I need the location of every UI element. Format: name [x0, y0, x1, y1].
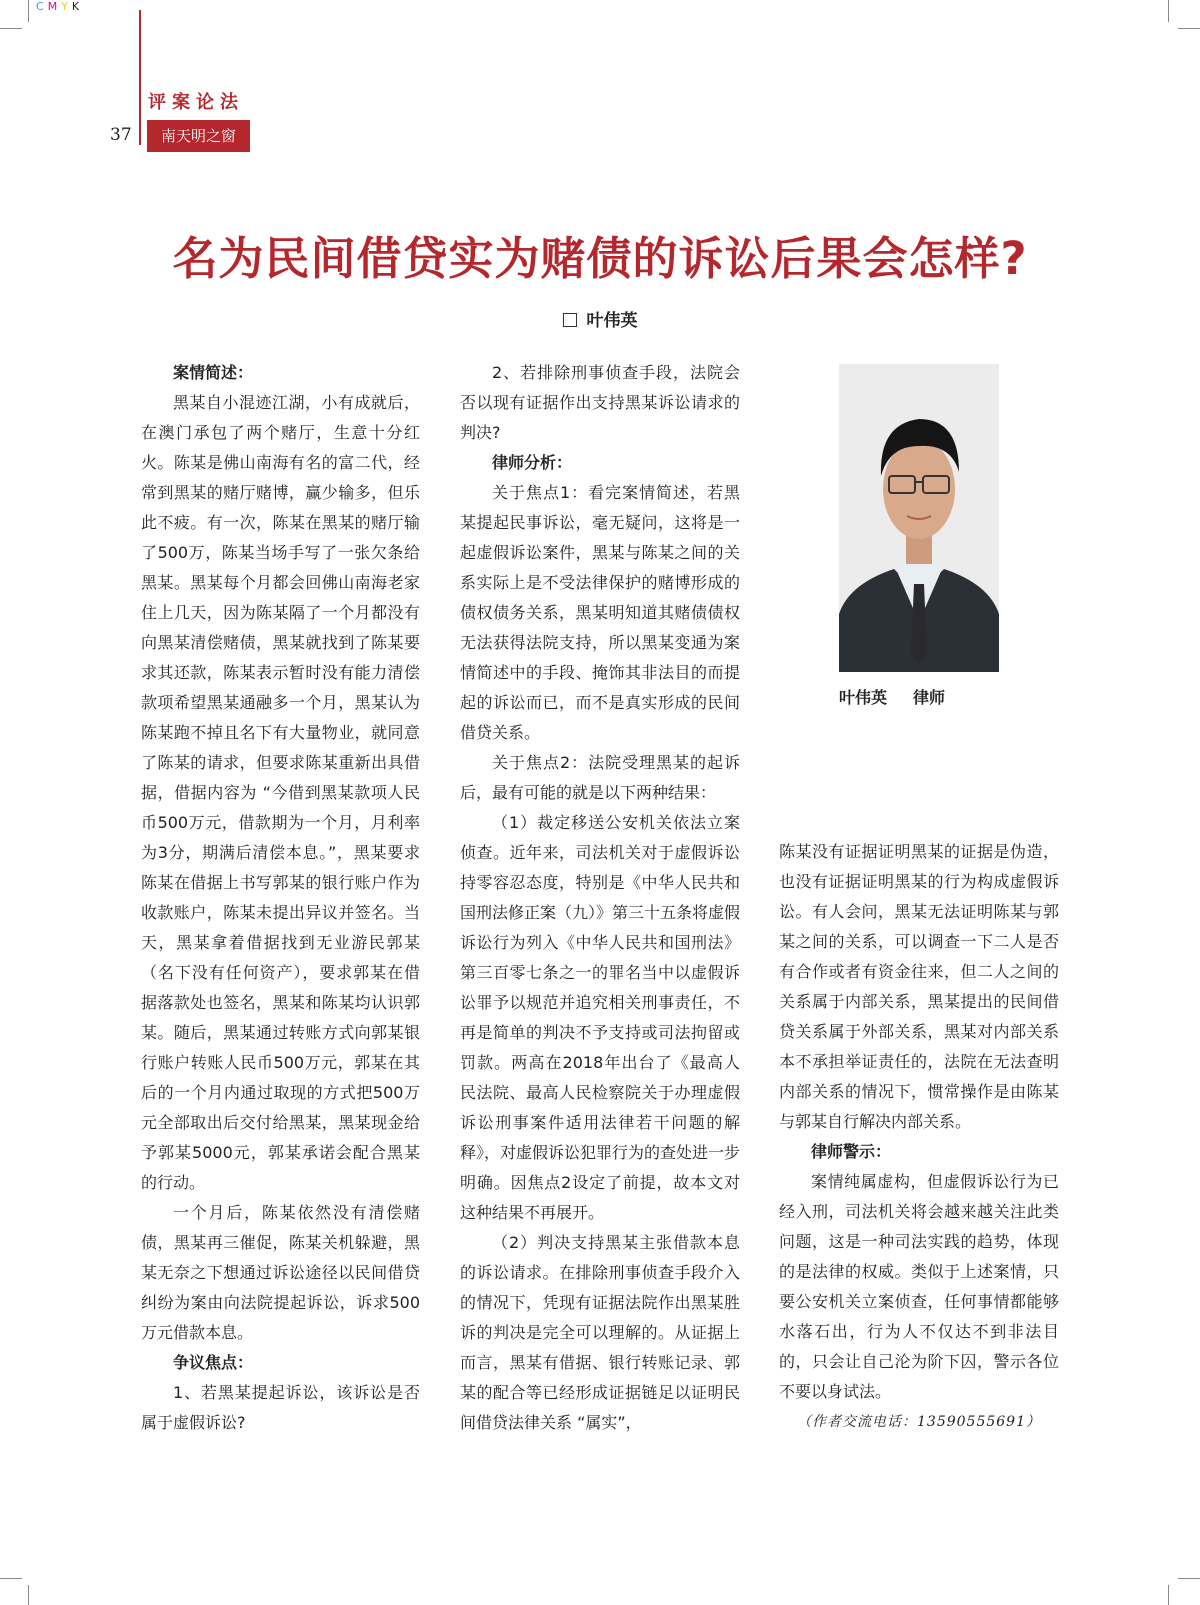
cmyk-y: Y [61, 0, 72, 13]
crop-mark [0, 1578, 22, 1579]
paragraph: 关于焦点1：看完案情简述，若黑某提起民事诉讼，毫无疑问，这将是一起虚假诉讼案件，黑某与陈某之间的关系实际上是不受法律保护的赌博形成的债权债务关系，黑某明知道其赌债债权无法获得法院支持，所以黑某变通为案情简述中的手段、掩饰其非法目的而提起的诉讼而已，而不是真实形成的民间借贷关系。 [460, 483, 740, 742]
paragraph: 关于焦点2：法院受理黑某的起诉后，最有可能的就是以下两种结果： [460, 753, 740, 802]
paragraph-continued: 陈某没有证据证明黑某的证据是伪造，也没有证据证明黑某的行为构成虚假诉讼。有人会问，黑某无法证明陈某与郭某之间的关系，可以调查一下二人是否有合作或者有资金往来，但二人之间的关系属于内部关系，黑某提出的民间借贷关系属于外部关系，黑某对内部关系本不承担举证责任的，法院在无法查明内部关系的情况下，惯常操作是由陈某与郭某自行解决内部关系。 [779, 842, 1059, 1131]
page-number: 37 [110, 125, 132, 145]
section-heading: 争议焦点： [173, 1353, 254, 1372]
crop-mark [28, 1585, 29, 1605]
section-heading: 律师警示： [811, 1142, 892, 1161]
cmyk-color-bar [36, 0, 83, 13]
text-column-3 [779, 837, 1059, 1437]
author-contact-note: （作者交流电话：13590555691） [797, 1414, 1041, 1430]
crop-mark [1168, 1585, 1169, 1605]
section-label: 评案论法 [148, 92, 244, 113]
column-name-badge: 南天明之窗 [147, 120, 250, 152]
caption-name: 叶伟英 [839, 688, 888, 707]
article-title: 名为民间借贷实为赌债的诉讼后果会怎样? [172, 232, 1028, 285]
paragraph: 黑某自小混迹江湖，小有成就后，在澳门承包了两个赌厅，生意十分红火。陈某是佛山南海有名的富二代，经常到黑某的赌厅赌博，赢少输多，但乐此不疲。有一次，陈某在黑某的赌厅输了500万，陈某当场手写了一张欠条给黑某。黑某每个月都会回佛山南海老家住上几天，因为陈某隔了一个月都没有向黑某清偿赌债，黑某就找到了陈某要求其还款，陈某表示暂时没有能力清偿款项希望黑某通融多一个月，黑某认为陈某跑不掉且名下有大量物业，就同意了陈某的请求，但要求陈某重新出具借据，借据内容为 “今借到黑某款项人民币500万元，借款期为一个月，月利率为3分，期满后清偿本息。”，黑某要求陈某在借据上书写郭某的银行账户作为收款账户，陈某未提出异议并签名。当天，黑某拿着借据找到无业游民郭某（名下没有任何资产），要求郭某在借据落款处也签名，黑某和陈某均认识郭某。随后，黑某通过转账方式向郭某银行账户转账人民币500万元，郭某在其后的一个月内通过取现的方式把500万元全部取出后交付给黑某，黑某现金给予郭某5000元，郭某承诺会配合黑某的行动。 [141, 393, 420, 1192]
cmyk-k: K [71, 0, 84, 13]
text-column-1 [141, 358, 420, 1438]
portrait-caption [839, 685, 999, 708]
cmyk-c: C [36, 0, 48, 13]
crop-mark [0, 28, 22, 29]
article-byline [0, 306, 1200, 331]
author-name: 叶伟英 [586, 311, 638, 331]
portrait-illustration [839, 364, 999, 672]
author-portrait [839, 364, 999, 672]
paragraph: 案情纯属虚构，但虚假诉讼行为已经入刑，司法机关将会越来越关注此类问题，这是一种司法实践的趋势，体现的是法律的权威。类似于上述案情，只要公安机关立案侦查，任何事情都能够水落石出，行为人不仅达不到非法目的，只会让自己沦为阶下囚，警示各位不要以身试法。 [779, 1172, 1059, 1401]
paragraph: （2）判决支持黑某主张借款本息的诉讼请求。在排除刑事侦查手段介入的情况下，凭现有证据法院作出黑某胜诉的判决是完全可以理解的。从证据上而言，黑某有借据、银行转账记录、郭某的配合等已经形成证据链足以证明民间借贷法律关系 “属实”， [460, 1233, 740, 1432]
paragraph: （1）裁定移送公安机关依法立案侦查。近年来，司法机关对于虚假诉讼持零容忍态度，特别是《中华人民共和国刑法修正案（九）》第三十五条将虚假诉讼行为列入《中华人民共和国刑法》第三百零七条之一的罪名当中以虚假诉讼罪予以规范并追究相关刑事责任，不再是简单的判决不予支持或司法拘留或罚款。两高在2018年出台了《最高人民法院、最高人民检察院关于办理虚假诉讼刑事案件适用法律若干问题的解释》，对虚假诉讼犯罪行为的查处进一步明确。因焦点2设定了前提，故本文对这种结果不再展开。 [460, 813, 741, 1222]
section-heading: 律师分析： [492, 453, 573, 472]
paragraph: 一个月后，陈某依然没有清偿赌债，黑某再三催促，陈某关机躲避，黑某无奈之下想通过诉讼途径以民间借贷纠纷为案由向法院提起诉讼，诉求500万元借款本息。 [141, 1203, 420, 1342]
crop-mark [1178, 1578, 1200, 1579]
paragraph: 2、若排除刑事侦查手段，法院会否以现有证据作出支持黑某诉讼请求的判决? [460, 363, 740, 442]
crop-mark [28, 0, 29, 22]
paragraph: 1、若黑某提起诉讼，该诉讼是否属于虚假诉讼? [141, 1383, 420, 1432]
text-column-2 [460, 358, 740, 1438]
section-heading: 案情简述： [173, 363, 254, 382]
header-red-rule [139, 10, 141, 145]
cmyk-m: M [47, 0, 62, 13]
caption-role: 律师 [913, 688, 946, 707]
crop-mark [1178, 28, 1200, 29]
crop-mark [1168, 0, 1169, 22]
byline-square-icon [563, 313, 577, 327]
